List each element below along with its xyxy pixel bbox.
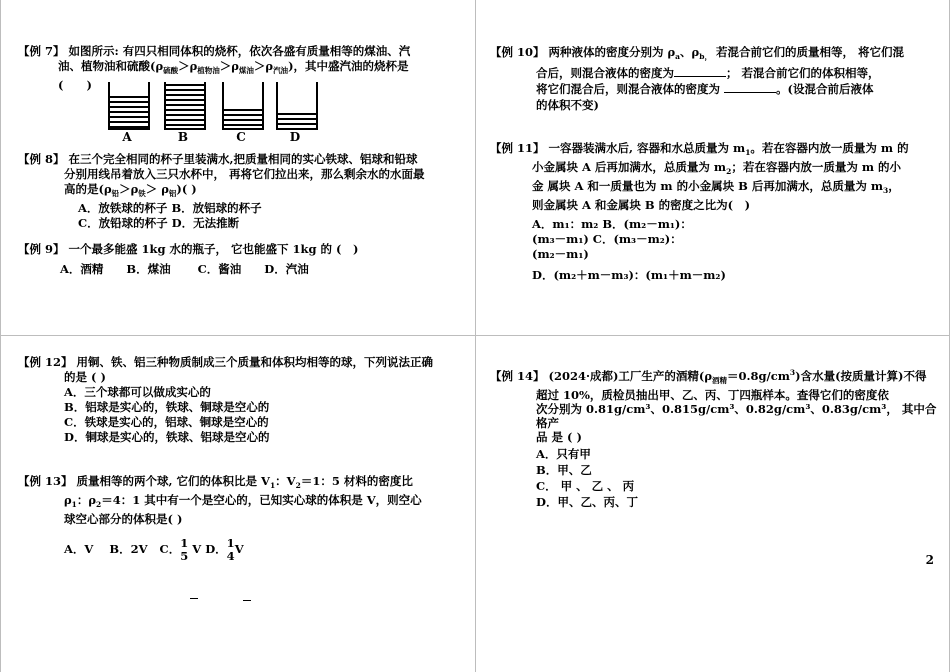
q13-option-d[interactable]: D．1 4V <box>205 536 244 563</box>
q13-option-b[interactable]: B．2V <box>109 542 148 556</box>
q13-line1: 【例 13】 质量相等的两个球, 它们的体积比是 $V_1$：$V_2=1$：5 材料的密度比 <box>18 474 413 490</box>
q8-options-cd <box>78 216 468 231</box>
q14-option-a[interactable]: A．只有甲 <box>536 447 591 461</box>
q13-option-c[interactable]: C．1 5 V <box>159 536 202 563</box>
q13-line2: $\rho_1$：$\rho_2=4$：1 其中有一个是空心的，已知实心球的体积是 V，则空心 <box>64 493 422 509</box>
q10-line2: 合后，则混合液体的密度为 ； 若混合前它们的体积相等， <box>536 66 880 80</box>
beaker-d-liquid <box>278 113 316 128</box>
q14-line4: 品 是 ( ) <box>536 430 582 444</box>
beaker-label-c: C <box>236 130 246 144</box>
q12-option-a[interactable]: A．三个球都可以做成实心的 <box>64 385 211 399</box>
question-12 <box>18 355 468 445</box>
q9-line1: 【例 9】 一个最多能盛 1kg 水的瓶子， 它也能盛下 1kg 的 ( ) <box>18 242 359 256</box>
stray-mark-2 <box>243 600 251 601</box>
beaker-label-b: B <box>177 130 189 144</box>
q13-option-a[interactable]: A．V <box>64 542 94 556</box>
beaker-c <box>222 82 264 130</box>
q14-line2: 超过 10%，质检员抽出甲、乙、丙、丁四瓶样本。查得它们的密度依 <box>536 388 889 402</box>
q10-blank-1[interactable] <box>674 66 726 77</box>
q7-line2: 油、植物油和硫酸$(\rho_{硫酸}>\rho_{植物油}>\rho_{煤油}>\rho_{汽油})$，其中盛汽油的烧杯是 <box>58 59 409 75</box>
q12-option-d[interactable]: D．铜球是实心的，铁球、铝球是空心的 <box>64 430 270 444</box>
q8-option-d[interactable]: D．无法推断 <box>171 216 240 230</box>
q10-line4: 的体积不变) <box>536 98 599 112</box>
question-8 <box>18 152 468 231</box>
q11-option-d[interactable]: D．(m₂＋m－m₃)：(m₁＋m－m₂) <box>532 268 726 282</box>
q8-option-a[interactable]: A．放铁球的杯子 <box>78 201 168 215</box>
q10-blank-2[interactable] <box>724 82 776 93</box>
divider-horizontal <box>0 335 950 336</box>
beaker-b <box>164 82 206 130</box>
q10-line3: 将它们混合后，则混合液体的密度为 。(设混合前后液体 <box>536 82 874 96</box>
beaker-d <box>276 82 318 130</box>
page-border-left <box>0 0 1 672</box>
q14-option-b[interactable]: B．甲、乙 <box>536 463 592 477</box>
q13-line3: 球空心部分的体积是( ) <box>64 512 183 526</box>
q14-line3: 次分别为 0.81g/cm³、0.815g/cm³、0.82g/cm³、0.83g/cm³， 其中合格产 <box>536 402 937 430</box>
q12-option-c[interactable]: C．铁球是实心的，铝球、铜球是空心的 <box>64 415 269 429</box>
q11-line1: 【例 11】 一容器装满水后, 容器和水总质量为 $m_1$。若在容器内放一质量为 m 的 <box>490 141 909 157</box>
q11-option-c-cont[interactable]: (m₂－m₁) <box>532 247 589 261</box>
q7-answer-blank: ( ) <box>58 78 92 92</box>
beaker-b-liquid <box>166 84 204 128</box>
q12-line1: 【例 12】 用铜、铁、铝三种物质制成三个质量和体积均相等的球，下列说法正确 <box>18 355 434 369</box>
q13-fraction-d: 1 4 <box>226 536 235 563</box>
q11-line3: 金 属块 A 和一质量也为 m 的小金属块 B 后再加满水，总质量为 $m_3$， <box>532 179 900 195</box>
beaker-a <box>108 82 150 130</box>
beaker-c-liquid <box>224 109 262 128</box>
q12-line2: 的是 ( ) <box>64 370 106 384</box>
question-10 <box>490 44 942 113</box>
q8-line3: 高的是$(\rho_铅>\rho_铁> \rho_铝)$( ) <box>64 182 197 198</box>
q8-option-c[interactable]: C．放铅球的杯子 <box>78 216 168 230</box>
q9-options[interactable]: A．酒精 B．煤油 C．酱油 D．汽油 <box>60 262 309 276</box>
q14-option-c[interactable]: C． 甲 、 乙 、 丙 <box>536 479 635 493</box>
q8-option-b[interactable]: B．放铝球的杯子 <box>171 201 262 215</box>
q10-line1: 【例 10】 两种液体的密度分别为 $\rho_a$、$\rho_{b,}$ 若混合前它们的质量相等， 将它们混 <box>490 45 904 61</box>
q8-line1: 【例 8】 在三个完全相同的杯子里装满水,把质量相同的实心铁球、铝球和铅球 <box>18 152 418 166</box>
question-13 <box>18 474 468 563</box>
beaker-label-a: A <box>122 130 132 144</box>
q8-options-ab <box>78 201 468 216</box>
beaker-figure <box>104 82 324 142</box>
q14-line1: 【例 14】 (2024·成都)工厂生产的酒精$(\rho_{酒精}=0.8g/cm^3)$含水量(按质量计算)不得 <box>490 368 927 385</box>
divider-vertical <box>475 0 476 672</box>
q13-fraction-c: 1 5 <box>180 536 189 563</box>
question-11 <box>490 141 942 283</box>
beaker-label-d: D <box>289 130 301 144</box>
q11-line2: 小金属块 A 后再加满水，总质量为 $m_2$；若在容器内放一质量为 m 的小 <box>532 160 902 176</box>
q11-option-ab[interactable]: A．m₁：m₂ B．(m₂－m₁)： <box>532 217 692 231</box>
q11-option-bc[interactable]: (m₃－m₁) C．(m₃－m₂)： <box>532 232 682 246</box>
beaker-a-liquid <box>110 96 148 128</box>
q13-options <box>64 537 468 563</box>
q11-line4: 则金属块 A 和金属块 B 的密度之比为( ) <box>532 198 751 212</box>
q7-line1: 【例 7】 如图所示: 有四只相同体积的烧杯，依次各盛有质量相等的煤油、汽 <box>18 44 411 58</box>
page-number: 2 <box>925 553 934 567</box>
q12-option-b[interactable]: B．铝球是实心的，铁球、铜球是空心的 <box>64 400 270 414</box>
question-9 <box>18 242 468 277</box>
q8-line2: 分别用线吊着放入三只水杯中， 再将它们拉出来，那么剩余水的水面最 <box>64 167 425 181</box>
stray-mark-1 <box>190 598 198 599</box>
q14-option-d[interactable]: D．甲、乙、丙、丁 <box>536 495 638 509</box>
question-14 <box>490 366 942 509</box>
